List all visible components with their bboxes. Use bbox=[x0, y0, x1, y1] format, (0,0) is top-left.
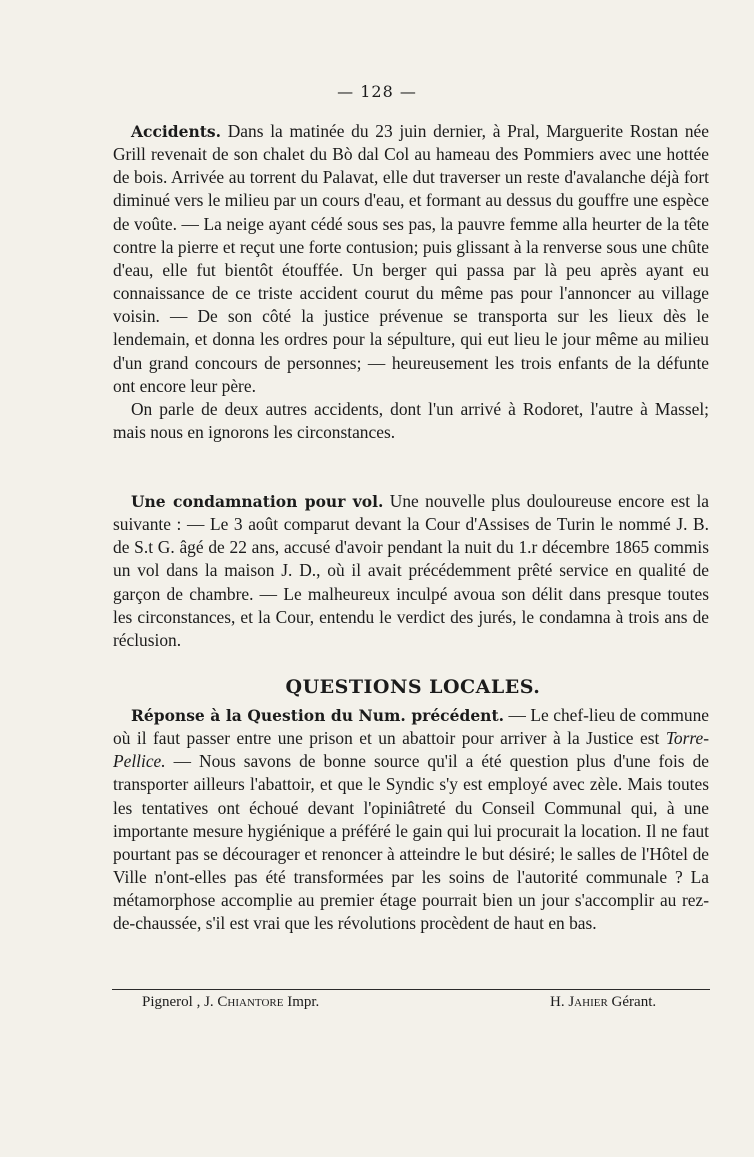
accidents-text: Dans la matinée du 23 juin dernier, à Pral, Marguerite Rostan née Grill revenait de son chalet du Bò dal Col au hameau des Pommiers avec une hottée de bois. Arrivée au torrent du Palavat, elle dut traverser un reste d'avalanche déjà fort diminué vers le milieu par un cours d'eau, et formant au dessus du gouffre une espèce de voûte. — La neige ayant cédé sous ses pas, la pauvre femme alla heurter de la tête contre la pierre et reçut une forte contusion; puis glissant à la renverse sous une chûte d'eau, elle fut bientôt étouffée. Un berger qui passa par là peu après ayant eu connaissance de ce triste accident courut du même pas pour l'annoncer au village voisin. — De son côté la justice prévenue se transporta sur les lieux dès le lendemain, et donna les ordres pour la sépulture, qui eut lieu le jour même au milieu d'un grand concours de personnes; — heureusement les trois enfants de la défunte ont encore leur père. bbox=[113, 121, 709, 396]
printer-credit bbox=[142, 994, 319, 1011]
page-number: — 128 — bbox=[337, 82, 417, 101]
condamnation-rubric: Une condamnation pour vol. bbox=[131, 492, 384, 511]
manager-credit bbox=[550, 994, 656, 1011]
place-name: Torre-Pellice. bbox=[113, 728, 709, 772]
accidents-section bbox=[113, 120, 709, 444]
condamnation-section bbox=[113, 490, 709, 652]
questions-section bbox=[113, 704, 709, 936]
accidents-rubric: Accidents. bbox=[131, 122, 222, 141]
printer-suffix: Impr. bbox=[287, 994, 320, 1010]
other-accidents-paragraph bbox=[113, 398, 709, 444]
manager-suffix: Gérant. bbox=[611, 994, 657, 1010]
printer-prefix: Pignerol , J. bbox=[142, 994, 214, 1010]
questions-text-continued: — Nous savons de bonne source qu'il a été question plus d'une fois de transporter ailleurs l'abattoir, et que le Syndic s'y est employé avec zèle. Mais toutes les tentatives ont échoué devant l'opiniâtreté du Conseil Communal qui, à une importante mesure hygiénique a préféré le gain qui lui procurait la location. Il ne faut pourtant pas se décourager et renoncer à atteindre le but désiré; le salles de l'Hôtel de Ville n'ont-elles pas été transformées par les soins de l'autorité communale ? La métamorphose accomplie au premier étage pourrait bien un jour s'accomplir au rez-de-chaussée, s'il est vrai que les révolutions procèdent de haut en bas. bbox=[113, 751, 709, 934]
accidents-paragraph bbox=[113, 120, 709, 398]
printer-name: Chiantore bbox=[217, 994, 284, 1010]
manager-prefix: H. bbox=[550, 994, 565, 1010]
questions-text: — Le chef-lieu de commune où il faut passer entre une prison et un abattoir pour arriver à la Justice est bbox=[113, 705, 709, 749]
condamnation-text: Une nouvelle plus douloureuse encore est la suivante : — Le 3 août comparut devant la Cour d'Assises de Turin le nommé J. B. de S.t G. âgé de 22 ans, accusé d'avoir pendant la nuit du 1.r décembre 1865 commis un vol dans la maison J. D., où il avait précédemment prêté service en qualité de garçon de chambre. — Le malheureux inculpé avoua son délit dans presque toutes les circonstances, et la Cour, entendu le verdict des jurés, le condamna à trois ans de réclusion. bbox=[113, 491, 710, 650]
other-accidents-text: On parle de deux autres accidents, dont l'un arrivé à Rodoret, l'autre à Massel; mais nous en ignorons les circonstances. bbox=[113, 398, 709, 443]
questions-rubric: Réponse à la Question du Num. précédent. bbox=[131, 706, 505, 725]
condamnation-paragraph bbox=[113, 490, 709, 652]
questions-paragraph bbox=[113, 704, 709, 936]
manager-name: Jahier bbox=[568, 994, 608, 1010]
section-heading: QUESTIONS LOCALES. bbox=[285, 676, 541, 698]
footer-rule bbox=[112, 989, 710, 990]
